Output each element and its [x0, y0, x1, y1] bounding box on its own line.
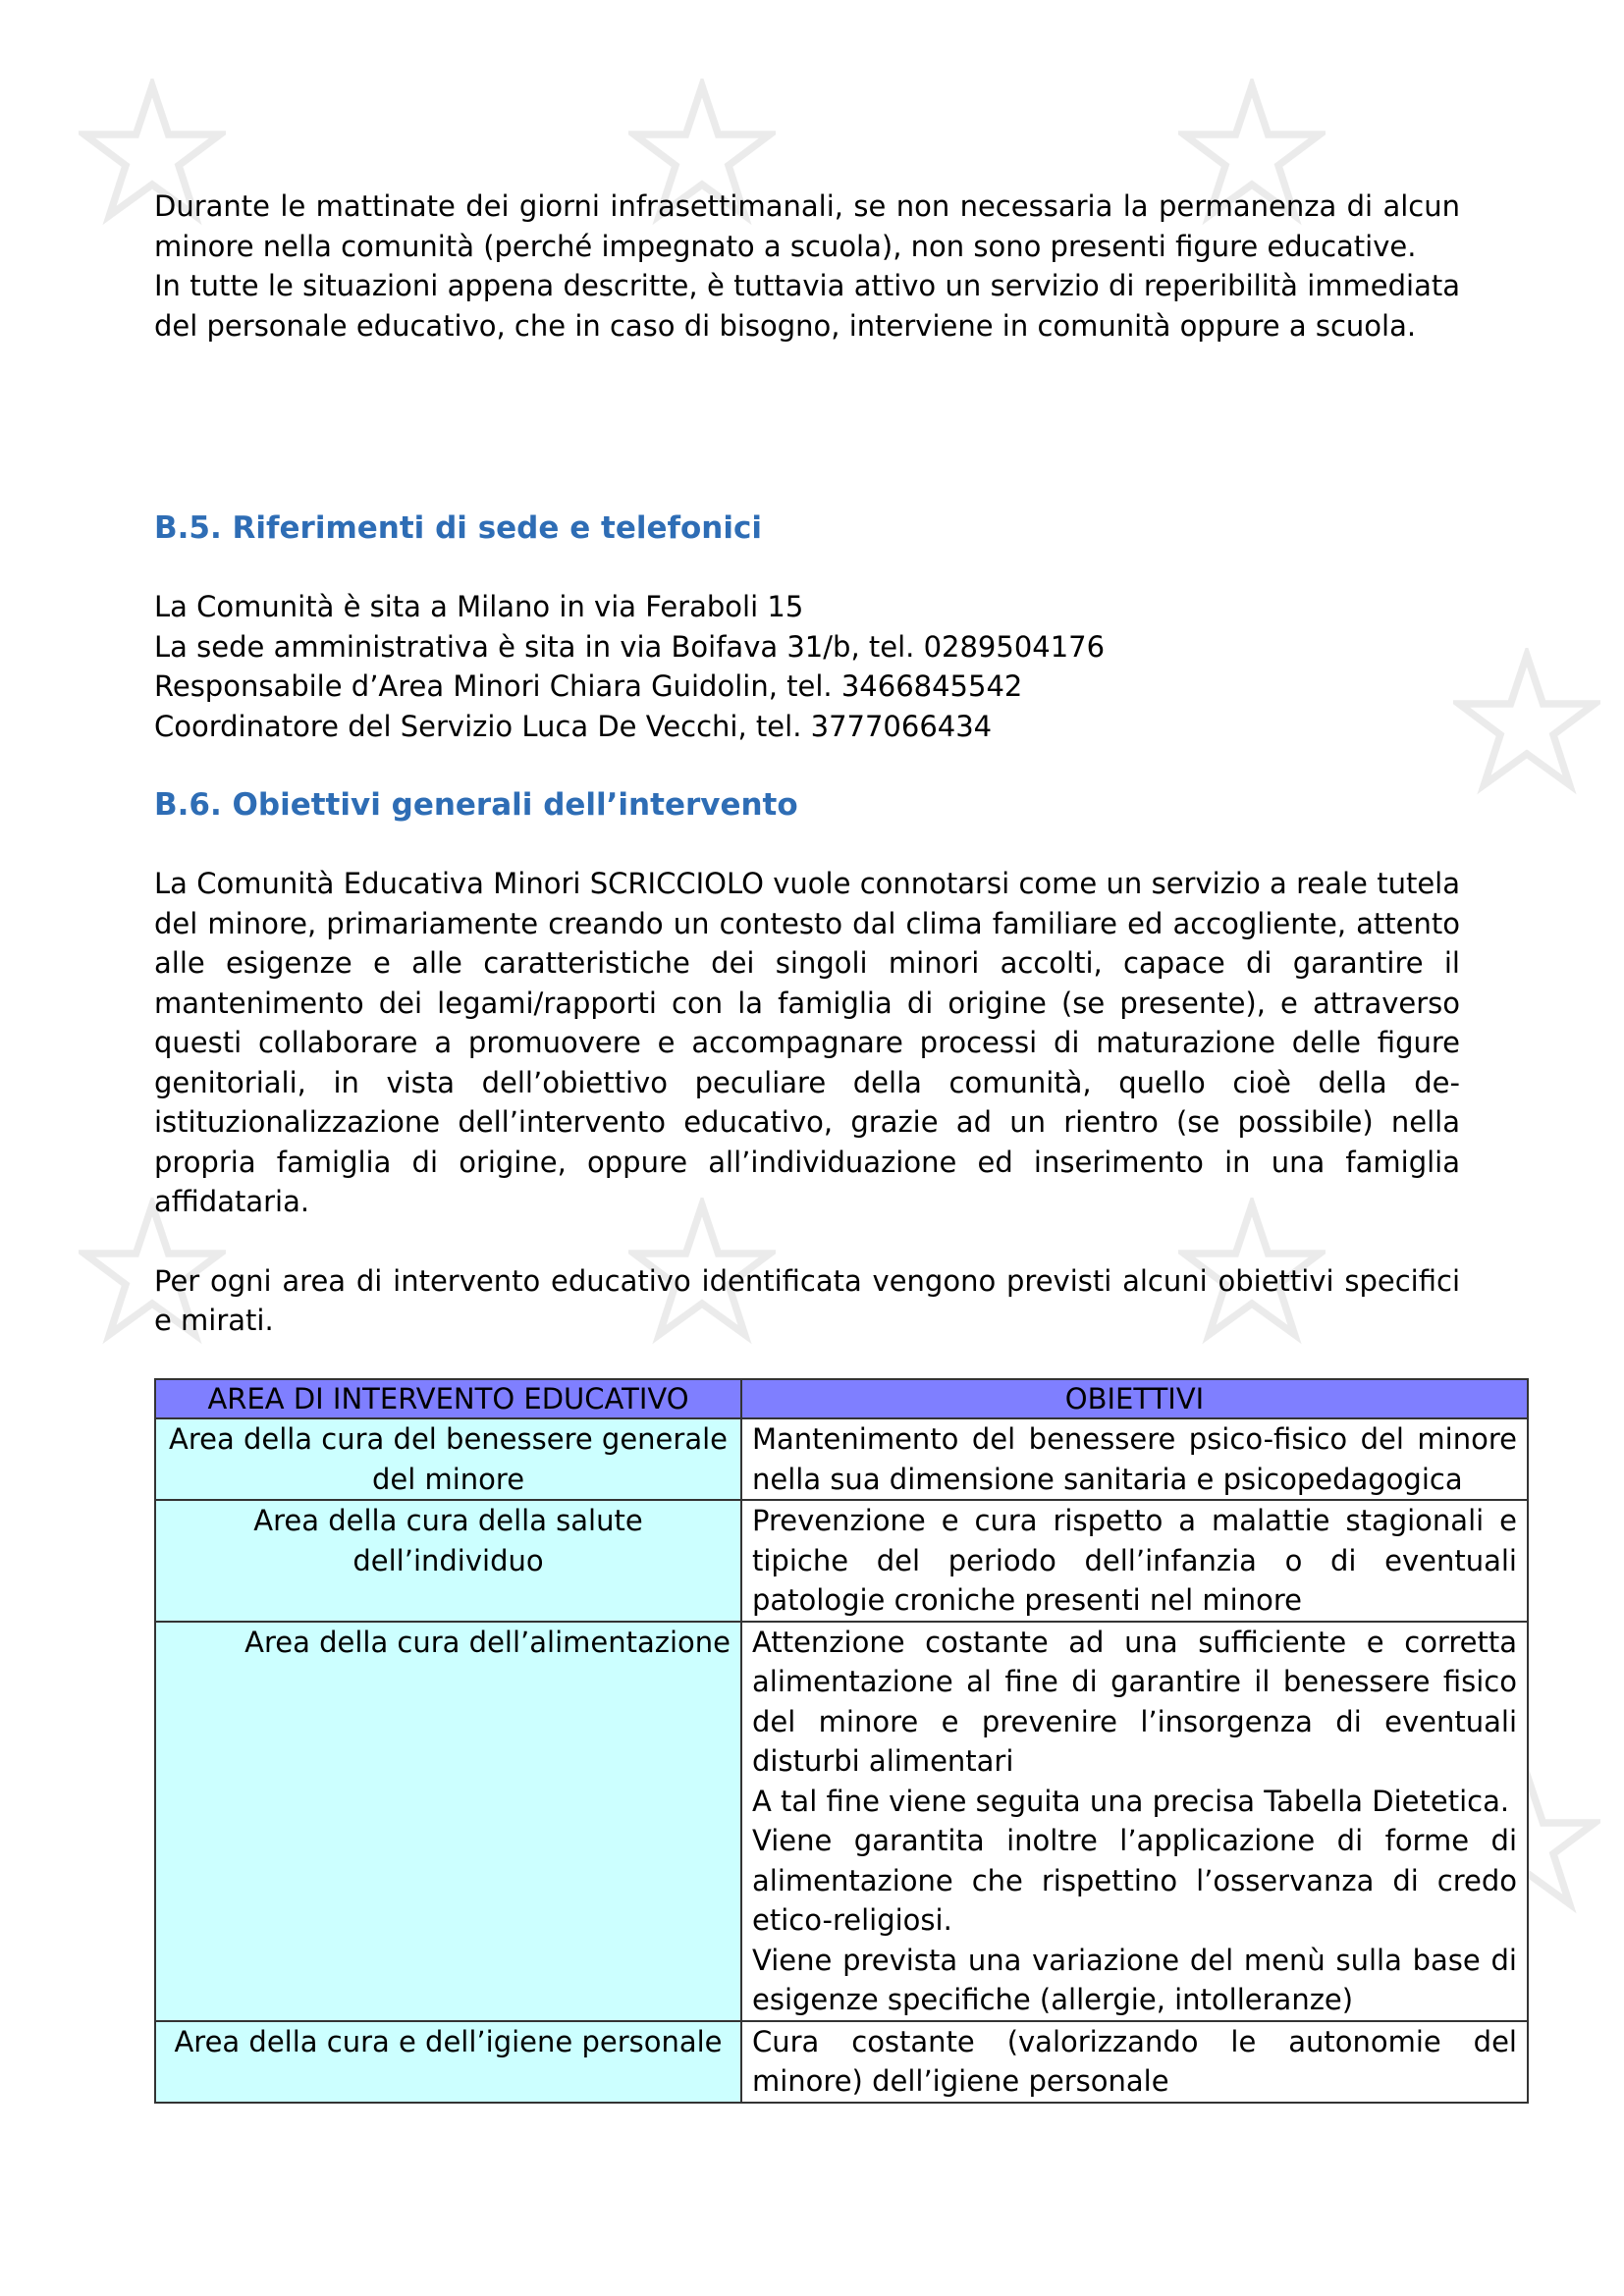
table-header-row: [155, 1379, 1528, 1418]
goal-text: Cura costante (valorizzando le autonomie del minore) dell’igiene personale: [752, 2024, 1517, 2098]
header-goals: OBIETTIVI: [741, 1379, 1528, 1418]
goals-cell: [741, 2021, 1528, 2103]
intro-section: [154, 187, 1460, 346]
table-row: [155, 1418, 1528, 1500]
goals-cell: [741, 1500, 1528, 1622]
section-b6-title: B.6. Obiettivi generali dell’intervento: [154, 787, 798, 823]
goals-cell: [741, 1418, 1528, 1500]
goals-cell: [741, 1622, 1528, 2021]
area-cell: Area della cura del benessere generale del minore: [155, 1418, 741, 1500]
address-line: Responsabile d’Area Minori Chiara Guidolin, tel. 3466845542: [154, 669, 1023, 703]
header-area: AREA DI INTERVENTO EDUCATIVO: [155, 1379, 741, 1418]
table-row: [155, 2021, 1528, 2103]
goal-text: Attenzione costante ad una sufficiente e corretta alimentazione al fine di garantire il benessere fisico del minore e prevenire l’insorgenza di eventuali disturbi alimentari: [752, 1625, 1517, 1778]
section-b6-paragraph: Per ogni area di intervento educativo identificata vengono previsti alcuni obiettivi specifici e mirati.: [154, 1263, 1460, 1337]
section-b6: [154, 785, 1460, 1341]
table-row: [155, 1622, 1528, 2021]
objectives-table: [154, 1378, 1529, 2104]
section-b5-title: B.5. Riferimenti di sede e telefonici: [154, 510, 762, 546]
table-row: [155, 1500, 1528, 1622]
intro-paragraph: In tutte le situazioni appena descritte, è tuttavia attivo un servizio di reperibilità immediata del personale educativo, che in caso di bisogno, interviene in comunità oppure a scuola.: [154, 269, 1460, 343]
section-b6-paragraph: La Comunità Educativa Minori SCRICCIOLO vuole connotarsi come un servizio a reale tutela del minore, primariamente creando un contesto dal clima familiare ed accogliente, attento alle esigenze e alle caratteristiche dei singoli minori accolti, capace di garantire il mantenimento dei legami/rapporti con la famiglia di origine (se presente), e attraverso questi collaborare a promuovere e accompagnare processi di maturazione delle figure genitoriali, in vista dell’obiettivo peculiare della comunità, quello cioè della de-istituzionalizzazione dell’intervento educativo, grazie ad un rientro (se possibile) nella propria famiglia di origine, oppure all’individuazione ed inserimento in una famiglia affidataria.: [154, 867, 1460, 1218]
intro-paragraph: Durante le mattinate dei giorni infrasettimanali, se non necessaria la permanenza di alcun minore nella comunità (perché impegnato a scuola), non sono presenti figure educative.: [154, 189, 1460, 263]
goal-text: Viene prevista una variazione del menù sulla base di esigenze specifiche (allergie, intolleranze): [752, 1943, 1517, 2016]
address-line: Coordinatore del Servizio Luca De Vecchi, tel. 3777066434: [154, 709, 993, 743]
goal-text: A tal fine viene seguita una precisa Tabella Dietetica.: [752, 1784, 1510, 1818]
goal-text: Mantenimento del benessere psico-fisico del minore nella sua dimensione sanitaria e psicopedagogica: [752, 1422, 1517, 1496]
fork-star-watermark-icon: [1453, 648, 1600, 795]
goal-text: Viene garantita inoltre l’applicazione di forme di alimentazione che rispettino l’osservanza di credo etico-religiosi.: [752, 1824, 1517, 1937]
area-cell: Area della cura e dell’igiene personale: [155, 2021, 741, 2103]
goal-text: Prevenzione e cura rispetto a malattie stagionali e tipiche del periodo dell’infanzia o di eventuali patologie croniche presenti nel minore: [752, 1504, 1517, 1617]
address-line: La sede amministrativa è sita in via Boifava 31/b, tel. 0289504176: [154, 629, 1106, 664]
area-cell: Area della cura dell’alimentazione: [155, 1622, 741, 2021]
address-line: La Comunità è sita a Milano in via Feraboli 15: [154, 590, 804, 623]
section-b5: [154, 508, 1460, 746]
area-cell: Area della cura della salute dell’individuo: [155, 1500, 741, 1622]
